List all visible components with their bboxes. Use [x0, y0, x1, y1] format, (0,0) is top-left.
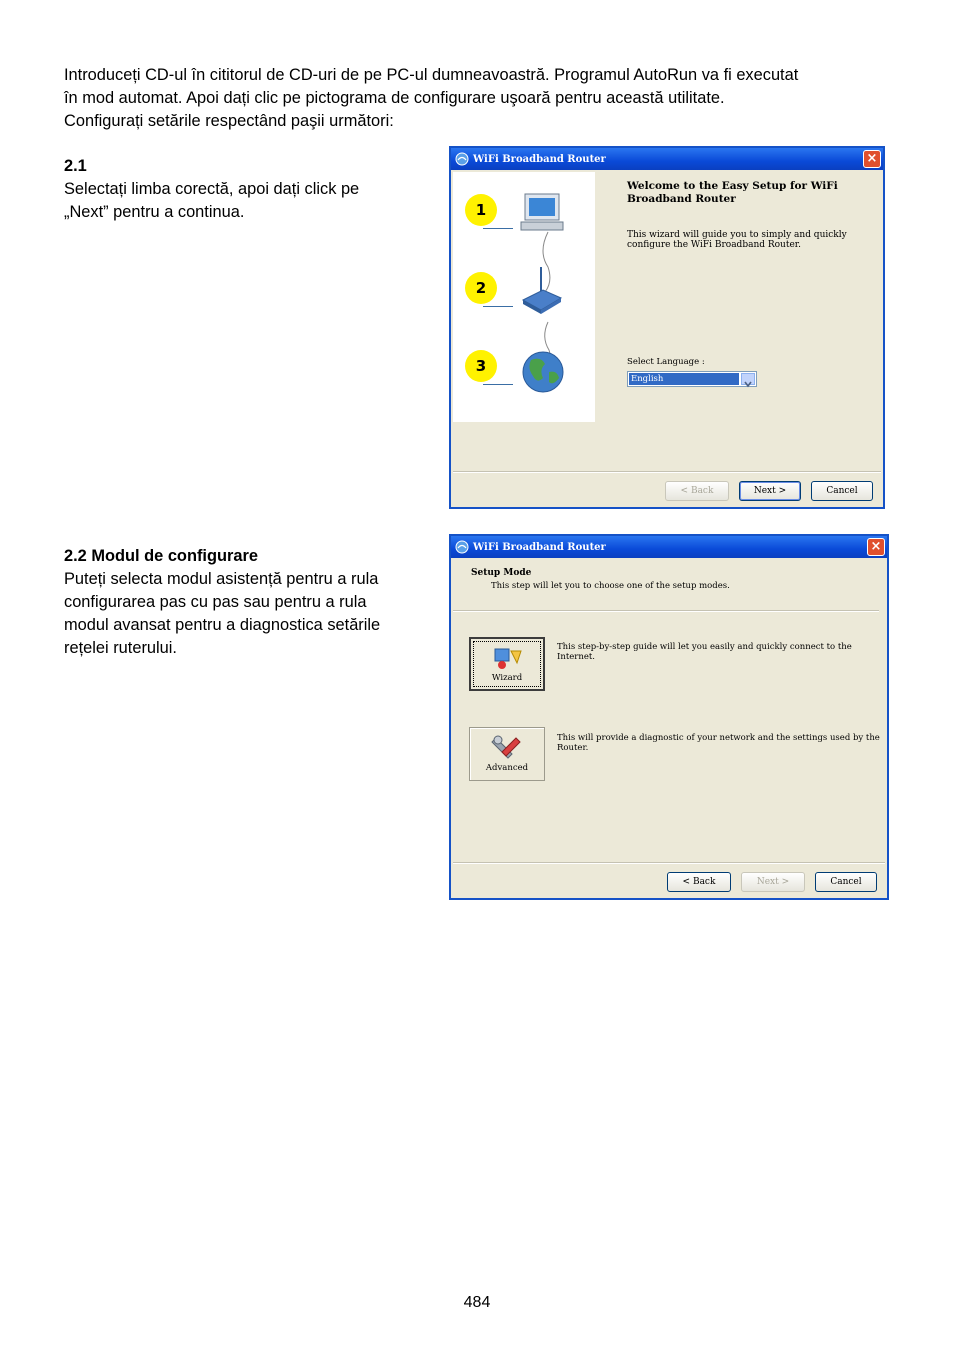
cancel-button[interactable]: Cancel [811, 481, 873, 501]
step-3-badge: 3 [465, 350, 497, 382]
intro-line: Configurați setările respectând paşii următori: [64, 112, 394, 130]
description-line: This wizard will guide you to simply and quickly [627, 230, 847, 240]
section-line: modul avansat pentru a diagnostica setările [64, 616, 381, 634]
description-line: Router. [557, 743, 589, 753]
back-button[interactable]: < Back [665, 481, 729, 501]
setup-mode-title: Setup Mode [471, 568, 532, 578]
language-select[interactable] [627, 371, 757, 387]
section-line: rețelei ruterului. [64, 639, 177, 657]
cancel-button[interactable]: Cancel [815, 872, 877, 892]
step-underline [483, 384, 513, 385]
section-line: configurarea pas cu pas sau pentru a rula [64, 593, 367, 611]
advanced-description [557, 733, 880, 753]
setup-mode-description: This step will let you to choose one of the setup modes. [491, 581, 730, 591]
advanced-label: Advanced [485, 763, 529, 773]
setup-mode-dialog [449, 534, 889, 900]
tools-icon [490, 734, 524, 762]
description-line: configure the WiFi Broadband Router. [627, 240, 801, 250]
back-button[interactable]: < Back [667, 872, 731, 892]
welcome-heading [627, 180, 838, 206]
welcome-dialog [449, 146, 885, 509]
chevron-down-icon[interactable] [741, 373, 755, 385]
computer-icon [521, 194, 563, 230]
dialog-title: WiFi Broadband Router [473, 153, 606, 165]
section-heading: 2.2 Modul de configurare [64, 547, 258, 565]
page-number: 484 [463, 1294, 491, 1311]
title-bar [451, 536, 887, 558]
advanced-button[interactable] [469, 727, 545, 781]
description-line: Internet. [557, 652, 595, 662]
router-app-icon [455, 152, 469, 166]
section-heading: 2.1 [64, 157, 87, 175]
description-line: This will provide a diagnostic of your network and the settings used by the [557, 733, 880, 743]
globe-icon [523, 352, 563, 392]
welcome-description [627, 230, 847, 250]
wizard-label: Wizard [491, 673, 523, 683]
intro-paragraph [64, 64, 894, 133]
step-underline [483, 306, 513, 307]
close-button[interactable]: × [867, 538, 885, 556]
section-2-1 [64, 155, 426, 224]
wizard-button[interactable] [469, 637, 545, 691]
step-2-badge: 2 [465, 272, 497, 304]
footer-separator [453, 471, 881, 473]
welcome-line: Broadband Router [627, 193, 736, 205]
wizard-icon [491, 645, 525, 673]
intro-line: în mod automat. Apoi dați clic pe pictograma de configurare uşoară pentru această utilitate. [64, 89, 725, 107]
header-separator [453, 610, 879, 612]
section-2-2 [64, 545, 426, 660]
wizard-description [557, 642, 852, 662]
close-button[interactable]: × [863, 150, 881, 168]
section-line: Puteți selecta modul asistență pentru a rula [64, 570, 379, 588]
footer-separator [453, 862, 885, 864]
section-line: „Next” pentru a continua. [64, 203, 245, 221]
step-1-badge: 1 [465, 194, 497, 226]
title-bar [451, 148, 883, 170]
language-label: Select Language : [627, 357, 705, 367]
dialog-title: WiFi Broadband Router [473, 541, 606, 553]
welcome-line: Welcome to the Easy Setup for WiFi [627, 180, 838, 192]
section-line: Selectați limba corectă, apoi dați click pe [64, 180, 360, 198]
next-button[interactable]: Next > [739, 481, 801, 501]
language-selected-value: English [629, 373, 739, 385]
intro-line: Introduceți CD-ul în cititorul de CD-uri de pe PC-ul dumneavoastră. Programul AutoRun va fi executat [64, 66, 799, 84]
illustration-panel [453, 172, 595, 422]
step-underline [483, 228, 513, 229]
router-icon [523, 267, 561, 314]
next-button[interactable]: Next > [741, 872, 805, 892]
description-line: This step-by-step guide will let you easily and quickly connect to the [557, 642, 852, 652]
router-app-icon [455, 540, 469, 554]
